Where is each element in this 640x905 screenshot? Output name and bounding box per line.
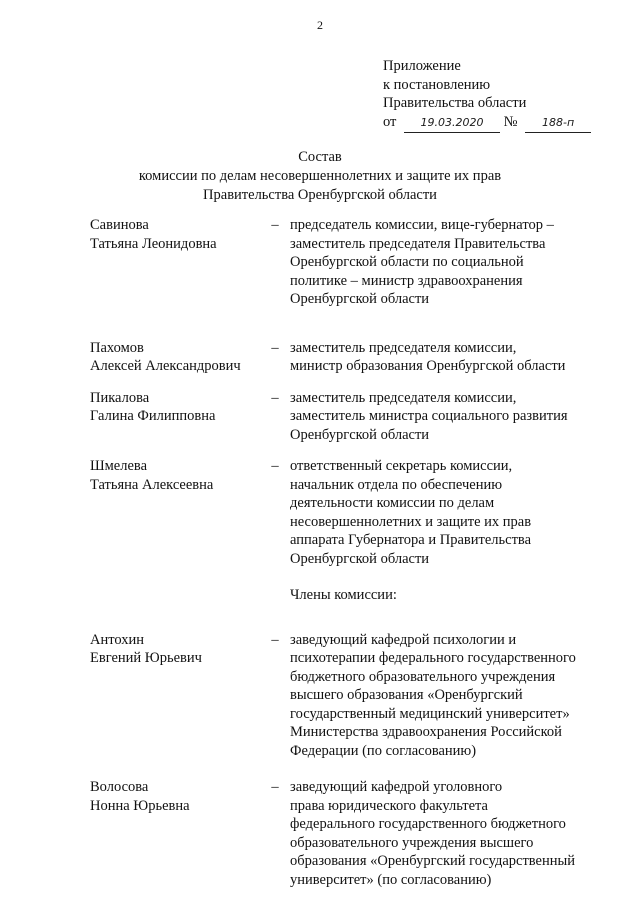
dash-separator: – <box>271 779 279 795</box>
dash-separator: – <box>271 339 279 356</box>
member-name <box>90 457 260 568</box>
role-line: несовершеннолетних и защите их прав <box>290 513 532 530</box>
member-role <box>290 457 600 568</box>
role-line: Министерства здравоохранения Российской <box>290 724 562 740</box>
number-prefix: № <box>503 113 518 130</box>
role-line: государственный медицинский университет» <box>290 705 570 722</box>
member-surname: Шмелева <box>90 458 148 474</box>
role-line: заместитель председателя комиссии, <box>290 389 517 406</box>
member-given-names: Алексей Александрович <box>90 358 241 374</box>
member-given-names: Нонна Юрьевна <box>90 797 190 814</box>
role-line: ответственный секретарь комиссии, <box>290 458 513 474</box>
member-given-names: Татьяна Леонидовна <box>90 235 217 252</box>
member-name <box>90 339 260 376</box>
role-line: заведующий кафедрой уголовного <box>290 779 503 795</box>
member-surname: Пикалова <box>90 389 150 406</box>
title-line-1: Состав <box>298 149 342 165</box>
member-surname: Савинова <box>90 217 149 233</box>
role-line: высшего образования «Оренбургский <box>290 687 523 703</box>
role-line: Федерации (по согласованию) <box>290 742 477 759</box>
member-row <box>90 457 610 568</box>
role-line: начальник отдела по обеспечению <box>290 476 503 493</box>
role-line: деятельности комиссии по делам <box>290 495 495 511</box>
members-list <box>90 216 610 889</box>
member-name <box>90 778 260 889</box>
member-row <box>90 631 610 761</box>
member-role <box>290 389 600 445</box>
member-role <box>290 339 600 376</box>
role-line: министр образования Оренбургской области <box>290 358 566 374</box>
role-line: председатель комиссии, вице-губернатор – <box>290 217 554 233</box>
role-line: политике – министр здравоохранения <box>290 272 523 289</box>
member-row <box>90 216 610 309</box>
role-line: Оренбургской области <box>290 291 430 307</box>
handwritten-number: 188-п <box>525 114 591 134</box>
dash-separator: – <box>271 458 279 474</box>
appendix-header <box>383 57 591 133</box>
role-line: заместитель председателя Правительства <box>290 235 546 252</box>
member-surname: Антохин <box>90 631 145 648</box>
member-given-names: Галина Филипповна <box>90 408 216 424</box>
dash-separator: – <box>271 631 279 648</box>
role-line: университет» (по согласованию) <box>290 871 492 888</box>
role-line: бюджетного образовательного учреждения <box>290 668 556 685</box>
page-number: 2 <box>317 18 323 32</box>
title-line-3: Правительства Оренбургской области <box>203 187 437 203</box>
member-role <box>290 216 600 309</box>
role-line: заместитель председателя комиссии, <box>290 339 517 356</box>
member-role <box>290 631 600 761</box>
handwritten-date: 19.03.2020 <box>404 114 500 134</box>
appendix-line-3: Правительства области <box>383 95 527 111</box>
title-line-2: комиссии по делам несовершеннолетних и защите их прав <box>138 168 502 184</box>
role-line: образования «Оренбургский государственный <box>290 853 576 869</box>
member-role <box>290 778 600 889</box>
member-surname: Волосова <box>90 779 149 795</box>
document-title <box>0 148 640 205</box>
appendix-date-line <box>383 113 591 134</box>
member-row <box>90 339 610 376</box>
member-row <box>90 389 610 445</box>
member-row <box>90 778 610 889</box>
role-line: Оренбургской области <box>290 426 430 443</box>
appendix-line-2: к постановлению <box>383 76 491 93</box>
member-name <box>90 389 260 445</box>
dash-separator: – <box>271 389 279 406</box>
date-prefix: от <box>383 113 397 130</box>
member-surname: Пахомов <box>90 339 144 356</box>
role-line: Оренбургской области по социальной <box>290 254 524 270</box>
role-line: федерального государственного бюджетного <box>290 816 566 832</box>
role-line: аппарата Губернатора и Правительства <box>290 532 532 548</box>
role-line: психотерапии федерального государственного <box>290 650 576 666</box>
member-name <box>90 631 260 761</box>
appendix-line-1: Приложение <box>383 58 461 74</box>
member-given-names: Евгений Юрьевич <box>90 650 202 666</box>
dash-separator: – <box>271 217 279 233</box>
role-line: заведующий кафедрой психологии и <box>290 631 517 648</box>
role-line: Оренбургской области <box>290 550 430 567</box>
role-line: права юридического факультета <box>290 797 488 814</box>
members-section-heading: Члены комиссии: <box>290 587 397 603</box>
member-name <box>90 216 260 309</box>
role-line: образовательного учреждения высшего <box>290 834 534 851</box>
role-line: заместитель министра социального развития <box>290 408 568 424</box>
member-given-names: Татьяна Алексеевна <box>90 476 214 493</box>
